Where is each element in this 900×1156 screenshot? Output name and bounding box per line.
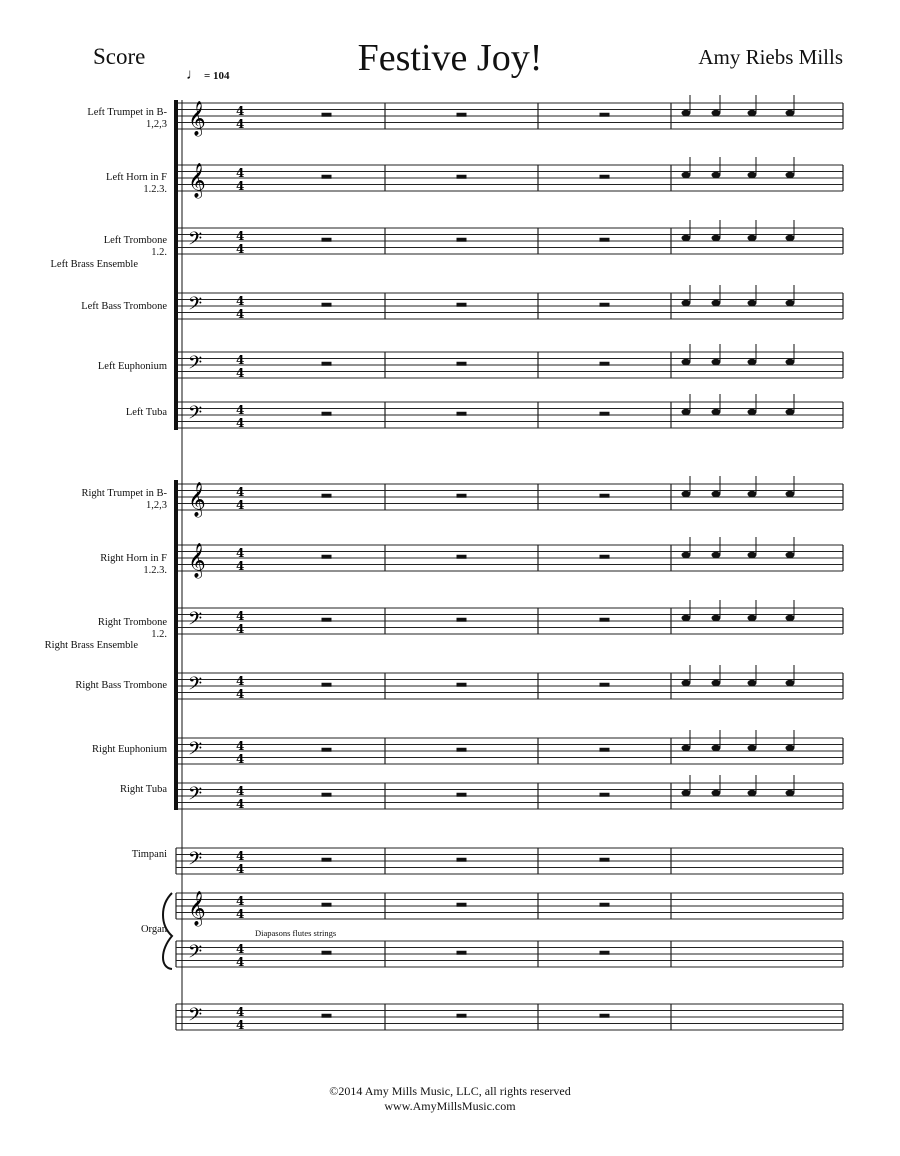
time-signature: 4 — [236, 166, 245, 180]
whole-rest — [322, 362, 332, 366]
note-head — [748, 680, 757, 686]
note-head — [712, 235, 721, 241]
treble-clef-icon: 𝄞 — [188, 482, 206, 517]
whole-rest — [457, 951, 467, 955]
note-head — [682, 235, 691, 241]
note-head — [786, 552, 795, 558]
note-head — [712, 110, 721, 116]
whole-rest — [322, 858, 332, 862]
label-line: Right Trombone — [97, 617, 167, 628]
time-signature: 4 — [236, 403, 245, 417]
piece-title: Festive Joy! — [357, 37, 543, 79]
whole-rest — [600, 951, 610, 955]
whole-rest — [322, 175, 332, 179]
label-line: 1.2. — [151, 247, 167, 258]
note-head — [682, 680, 691, 686]
whole-rest — [457, 303, 467, 307]
staff-label-organ: Organ — [140, 924, 167, 935]
bass-clef-icon: 𝄢 — [188, 353, 203, 378]
time-signature: 4 — [236, 366, 245, 380]
whole-rest — [457, 238, 467, 242]
label-line: Right Horn in F — [100, 553, 167, 564]
note-head — [786, 359, 795, 365]
whole-rest — [322, 238, 332, 242]
time-signature: 4 — [236, 294, 245, 308]
whole-rest — [457, 555, 467, 559]
note-head — [748, 745, 757, 751]
time-signature: 4 — [236, 416, 245, 430]
whole-rest — [600, 1014, 610, 1018]
label-line: Left Trombone — [103, 235, 167, 246]
time-signature: 4 — [236, 117, 245, 131]
time-signature: 4 — [236, 242, 245, 256]
note-head — [748, 491, 757, 497]
staff-label-left-tuba: Left Tuba — [125, 407, 167, 418]
whole-rest — [457, 175, 467, 179]
whole-rest — [600, 494, 610, 498]
note-head — [712, 491, 721, 497]
copyright-notice: ©2014 Amy Mills Music, LLC, all rights reserved — [329, 1084, 571, 1098]
whole-rest — [322, 748, 332, 752]
label-line: 1,2,3 — [146, 500, 167, 511]
whole-rest — [457, 618, 467, 622]
note-head — [748, 615, 757, 621]
time-signature: 4 — [236, 955, 245, 969]
time-signature: 4 — [236, 797, 245, 811]
note-head — [712, 409, 721, 415]
whole-rest — [457, 113, 467, 117]
whole-rest — [322, 412, 332, 416]
staff-label-right-tuba: Right Tuba — [120, 784, 167, 795]
whole-rest — [322, 303, 332, 307]
whole-rest — [457, 903, 467, 907]
note-head — [712, 552, 721, 558]
note-head — [682, 409, 691, 415]
bass-clef-icon: 𝄢 — [188, 942, 203, 967]
time-signature: 4 — [236, 1005, 245, 1019]
bass-clef-icon: 𝄢 — [188, 403, 203, 428]
note-head — [712, 745, 721, 751]
note-head — [712, 790, 721, 796]
staff-label-timpani: Timpani — [131, 849, 167, 860]
organ-registration: Diapasons flutes strings — [255, 928, 337, 938]
whole-rest — [600, 618, 610, 622]
time-signature: 4 — [236, 179, 245, 193]
time-signature: 4 — [236, 498, 245, 512]
staff-label-left-euphonium: Left Euphonium — [97, 361, 167, 372]
page-footer — [0, 1084, 900, 1114]
note-head — [748, 300, 757, 306]
tempo-value: = 104 — [204, 70, 230, 82]
whole-rest — [600, 412, 610, 416]
whole-rest — [322, 793, 332, 797]
time-signature: 4 — [236, 485, 245, 499]
time-signature: 4 — [236, 687, 245, 701]
whole-rest — [600, 793, 610, 797]
note-head — [748, 172, 757, 178]
staff-label-left-bass-trombone: Left Bass Trombone — [81, 301, 167, 312]
bass-clef-icon: 𝄢 — [188, 784, 203, 809]
group-label-right: Right Brass Ensemble — [44, 640, 138, 651]
bass-clef-icon: 𝄢 — [188, 294, 203, 319]
note-head — [712, 300, 721, 306]
bass-clef-icon: 𝄢 — [188, 229, 203, 254]
treble-clef-icon: 𝄞 — [188, 543, 206, 578]
bass-clef-icon: 𝄢 — [188, 1005, 203, 1030]
time-signature: 4 — [236, 752, 245, 766]
note-head — [786, 172, 795, 178]
note-head — [786, 409, 795, 415]
whole-rest — [600, 362, 610, 366]
staff-label-right-bass-trombone: Right Bass Trombone — [75, 680, 167, 691]
whole-rest — [322, 903, 332, 907]
bass-clef-icon: 𝄢 — [188, 849, 203, 874]
time-signature: 4 — [236, 622, 245, 636]
whole-rest — [600, 303, 610, 307]
whole-rest — [322, 494, 332, 498]
whole-rest — [457, 412, 467, 416]
note-head — [786, 615, 795, 621]
label-line: 1.2. — [151, 629, 167, 640]
note-head — [682, 790, 691, 796]
note-head — [786, 235, 795, 241]
label-line: 1.2.3. — [143, 565, 167, 576]
note-head — [682, 359, 691, 365]
note-head — [712, 359, 721, 365]
note-head — [786, 680, 795, 686]
note-head — [712, 172, 721, 178]
note-head — [786, 110, 795, 116]
bass-clef-icon: 𝄢 — [188, 674, 203, 699]
organ-brace — [163, 893, 172, 969]
time-signature: 4 — [236, 907, 245, 921]
whole-rest — [600, 683, 610, 687]
whole-rest — [457, 494, 467, 498]
label-line: Left Trumpet in B- — [87, 107, 167, 118]
label-line: 1.2.3. — [143, 184, 167, 195]
time-signature: 4 — [236, 849, 245, 863]
time-signature: 4 — [236, 674, 245, 688]
score-label: Score — [93, 44, 146, 69]
whole-rest — [600, 175, 610, 179]
whole-rest — [600, 858, 610, 862]
quarter-note-icon: ♩ — [186, 67, 201, 83]
note-head — [682, 110, 691, 116]
whole-rest — [457, 362, 467, 366]
time-signature: 4 — [236, 862, 245, 876]
time-signature: 4 — [236, 546, 245, 560]
note-head — [712, 680, 721, 686]
group-label-left: Left Brass Ensemble — [50, 259, 138, 270]
whole-rest — [600, 748, 610, 752]
whole-rest — [322, 951, 332, 955]
time-signature: 4 — [236, 559, 245, 573]
treble-clef-icon: 𝄞 — [188, 101, 206, 136]
note-head — [786, 300, 795, 306]
note-head — [682, 491, 691, 497]
whole-rest — [600, 113, 610, 117]
whole-rest — [600, 555, 610, 559]
composer-name: Amy Riebs Mills — [698, 45, 843, 69]
note-head — [682, 615, 691, 621]
staff-label-right-euphonium: Right Euphonium — [92, 744, 167, 755]
whole-rest — [457, 858, 467, 862]
note-head — [786, 745, 795, 751]
whole-rest — [457, 1014, 467, 1018]
note-head — [748, 552, 757, 558]
time-signature: 4 — [236, 942, 245, 956]
note-head — [682, 172, 691, 178]
note-head — [748, 235, 757, 241]
label-line: 1,2,3 — [146, 119, 167, 130]
time-signature: 4 — [236, 229, 245, 243]
whole-rest — [322, 683, 332, 687]
time-signature: 4 — [236, 1018, 245, 1032]
note-head — [748, 409, 757, 415]
treble-clef-icon: 𝄞 — [188, 163, 206, 198]
bass-clef-icon: 𝄢 — [188, 739, 203, 764]
whole-rest — [322, 555, 332, 559]
treble-clef-icon: 𝄞 — [188, 891, 206, 926]
time-signature: 4 — [236, 307, 245, 321]
whole-rest — [457, 748, 467, 752]
note-head — [682, 745, 691, 751]
time-signature: 4 — [236, 894, 245, 908]
bass-clef-icon: 𝄢 — [188, 609, 203, 634]
website-link[interactable]: www.AmyMillsMusic.com — [384, 1099, 516, 1113]
whole-rest — [322, 113, 332, 117]
whole-rest — [457, 793, 467, 797]
time-signature: 4 — [236, 609, 245, 623]
whole-rest — [600, 238, 610, 242]
note-head — [786, 491, 795, 497]
note-head — [748, 359, 757, 365]
whole-rest — [322, 618, 332, 622]
time-signature: 4 — [236, 784, 245, 798]
label-line: Left Horn in F — [106, 172, 167, 183]
whole-rest — [457, 683, 467, 687]
note-head — [786, 790, 795, 796]
note-head — [712, 615, 721, 621]
time-signature: 4 — [236, 739, 245, 753]
note-head — [682, 300, 691, 306]
time-signature: 4 — [236, 353, 245, 367]
time-signature: 4 — [236, 104, 245, 118]
whole-rest — [322, 1014, 332, 1018]
label-line: Right Trumpet in B- — [81, 488, 167, 499]
note-head — [682, 552, 691, 558]
note-head — [748, 790, 757, 796]
note-head — [748, 110, 757, 116]
whole-rest — [600, 903, 610, 907]
